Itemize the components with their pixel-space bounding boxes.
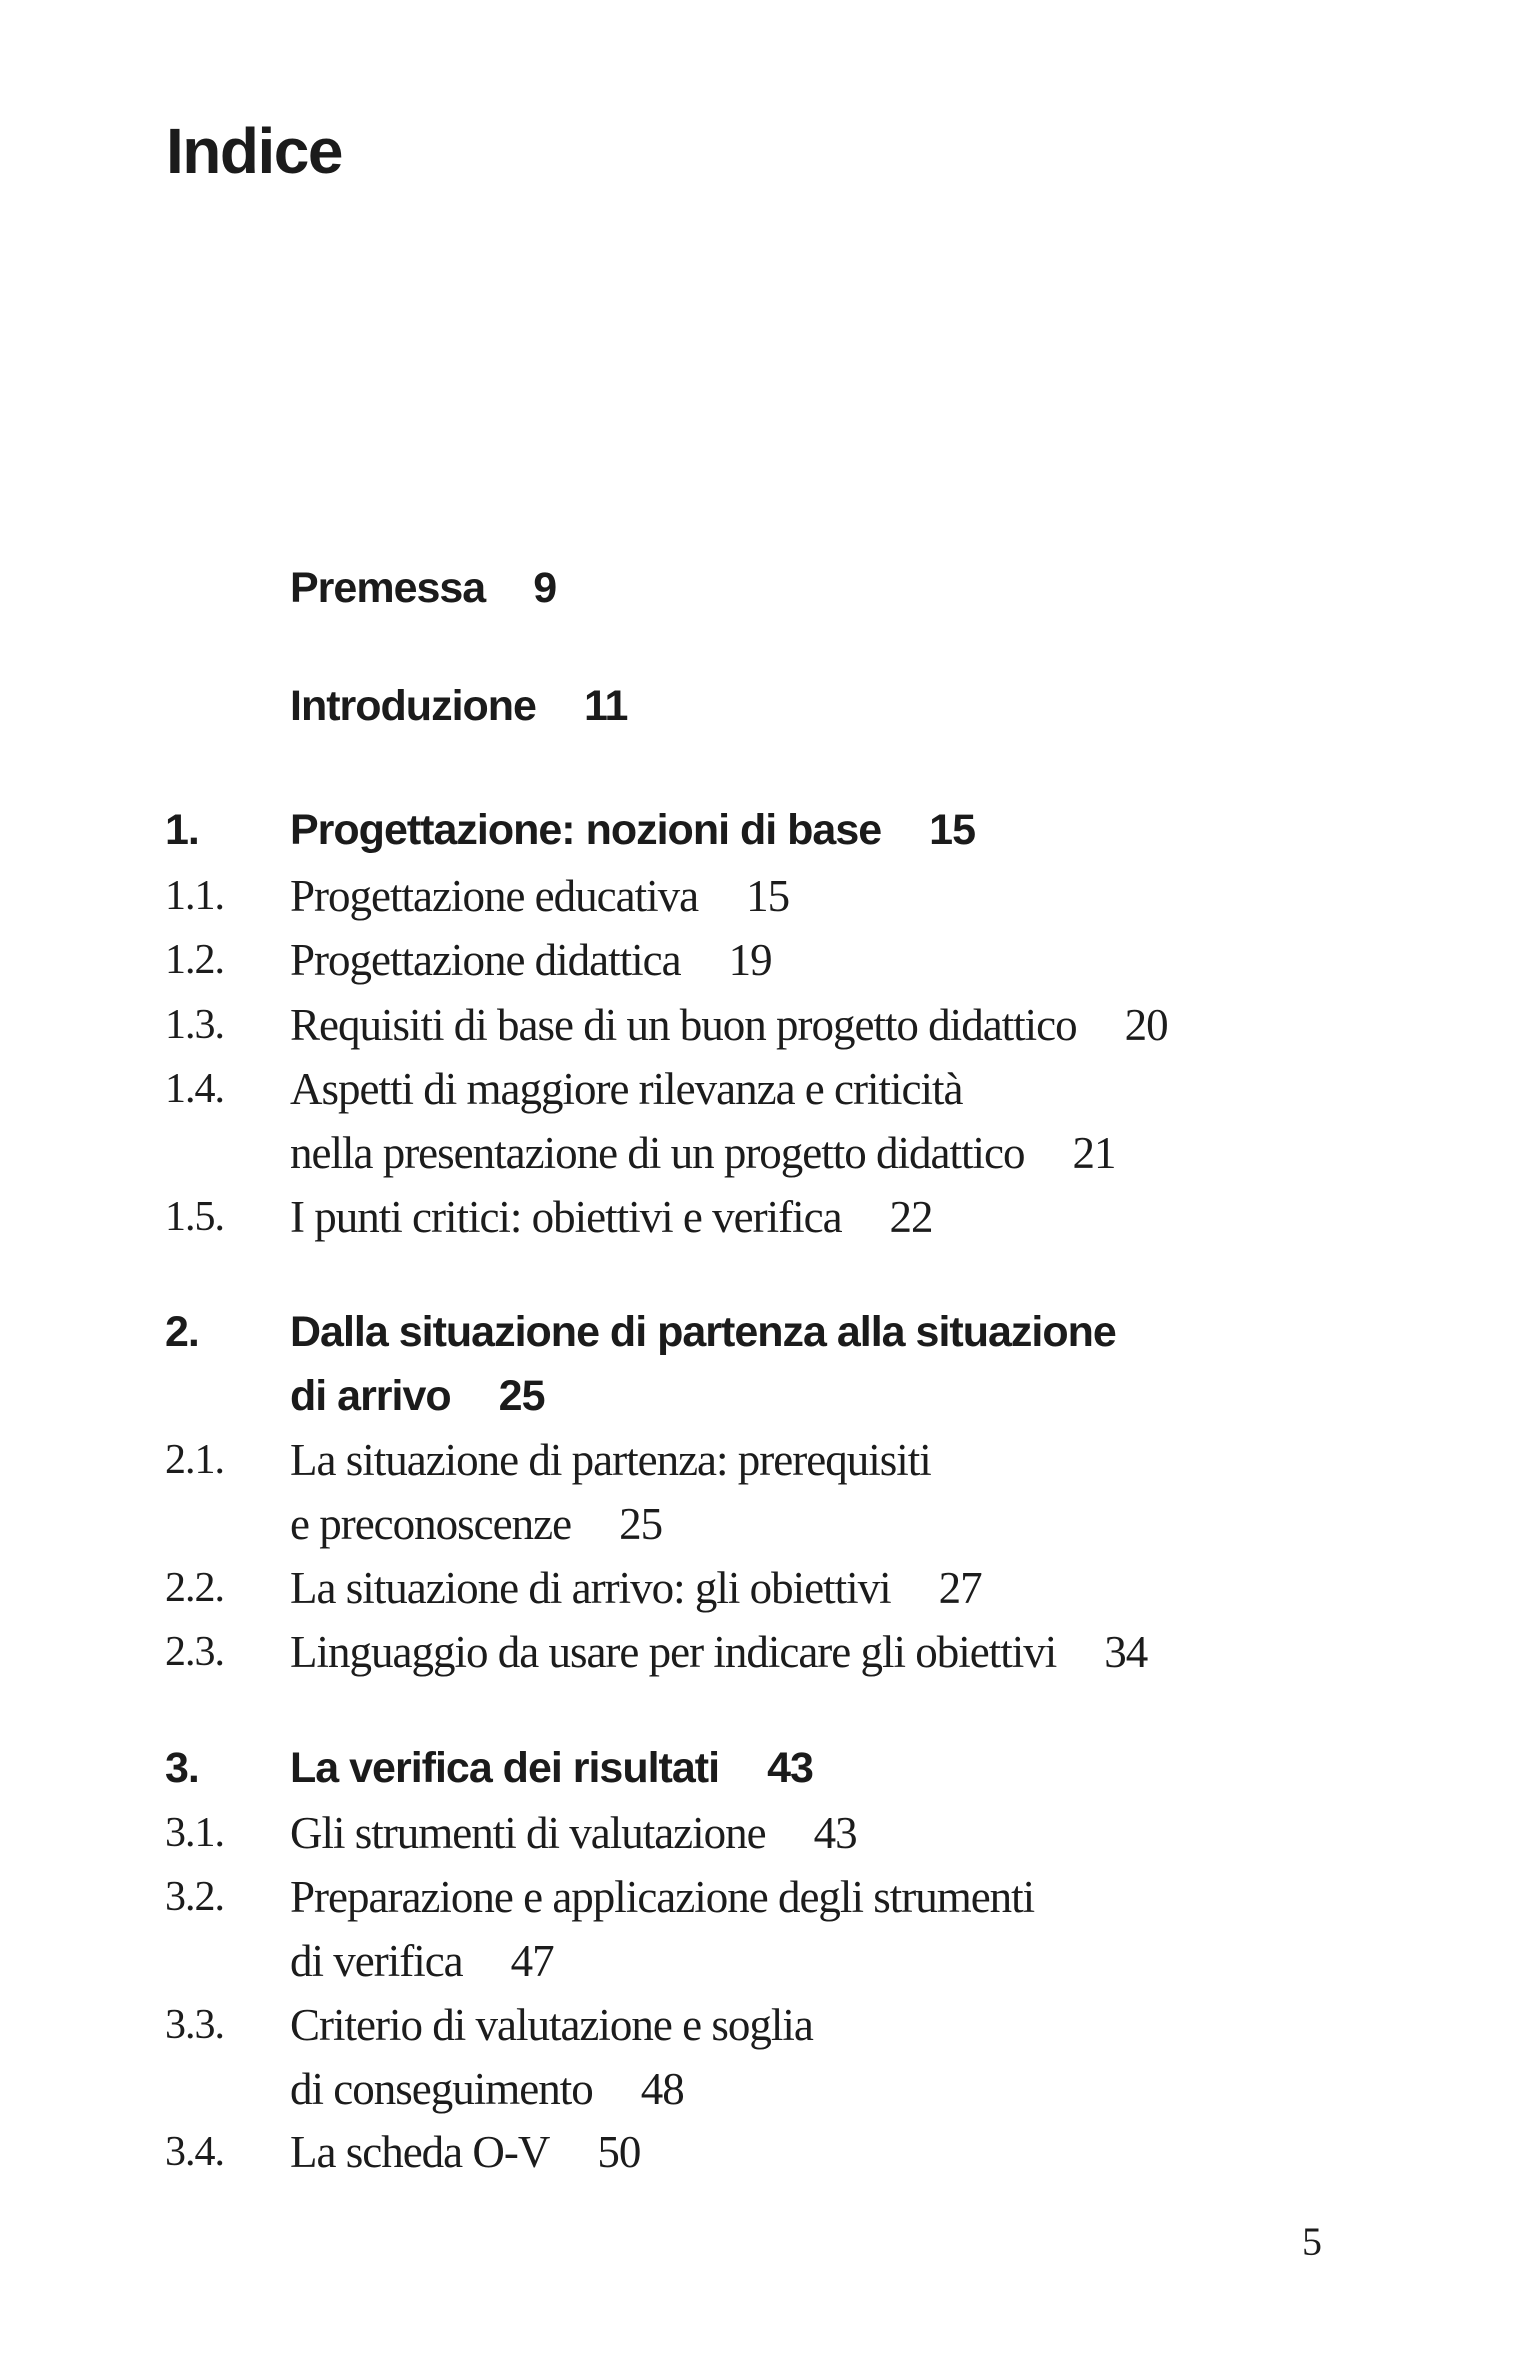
toc-label: I punti critici: obiettivi e verifica xyxy=(290,1192,842,1242)
toc-page-number: 27 xyxy=(938,1563,982,1613)
toc-entry-2-1 xyxy=(165,1428,1496,1556)
toc-section-number: 3. xyxy=(165,1744,199,1792)
toc-label: Progettazione: nozioni di base xyxy=(290,806,882,854)
toc-label-line-1: La situazione di partenza: prerequisiti xyxy=(290,1435,931,1485)
toc-entry-number: 2.1. xyxy=(165,1437,224,1483)
toc-page-number: 15 xyxy=(929,806,975,854)
toc-entry-number: 3.1. xyxy=(165,1810,224,1856)
toc-page-number: 25 xyxy=(498,1372,545,1420)
toc-label-line-2: di conseguimento xyxy=(290,2064,593,2114)
toc-section-number: 2. xyxy=(165,1308,199,1356)
toc-page-number: 15 xyxy=(746,871,790,921)
toc-entry-number: 1.1. xyxy=(165,873,224,919)
toc-entry-number: 1.2. xyxy=(165,937,224,983)
toc-page-number: 22 xyxy=(889,1192,933,1242)
toc-page-number: 20 xyxy=(1124,1000,1168,1050)
toc-label-line-2: di arrivo xyxy=(290,1372,451,1420)
toc-label-line-2: e preconoscenze xyxy=(290,1499,572,1549)
toc-entry-1-3 xyxy=(165,993,1496,1057)
toc-page-number: 9 xyxy=(533,564,557,612)
toc-entry-3-1 xyxy=(165,1801,1496,1865)
toc-section-1-heading xyxy=(165,798,1496,862)
toc-entry-3-4 xyxy=(165,2120,1496,2184)
toc-label: Linguaggio da usare per indicare gli obiettivi xyxy=(290,1627,1057,1677)
toc-label-line-1: Aspetti di maggiore rilevanza e criticità xyxy=(290,1064,963,1114)
toc-label-line-1: Preparazione e applicazione degli strumenti xyxy=(290,1872,1035,1922)
toc-page-number: 21 xyxy=(1072,1128,1116,1178)
toc-section-2-heading xyxy=(165,1300,1496,1428)
toc-entry-1-5 xyxy=(165,1185,1496,1249)
toc-label-line-2: nella presentazione di un progetto didattico xyxy=(290,1128,1025,1178)
toc-page-number: 47 xyxy=(510,1936,554,1986)
toc-section-3-heading xyxy=(165,1736,1496,1800)
toc-entry-1-2 xyxy=(165,928,1496,992)
toc-label: Gli strumenti di valutazione xyxy=(290,1808,766,1858)
toc-entry-number: 1.4. xyxy=(165,1066,224,1112)
toc-label: La scheda O-V xyxy=(290,2127,550,2177)
toc-label-line-1: Dalla situazione di partenza alla situazione xyxy=(290,1308,1116,1356)
toc-entry-number: 3.2. xyxy=(165,1874,224,1920)
toc-page-number: 34 xyxy=(1104,1627,1148,1677)
toc-entry-number: 1.3. xyxy=(165,1002,224,1048)
toc-entry-3-3 xyxy=(165,1993,1496,2121)
toc-entry-2-2 xyxy=(165,1556,1496,1620)
toc-entry-1-1 xyxy=(165,864,1496,928)
toc-entry-2-3 xyxy=(165,1620,1496,1684)
toc-entry-introduzione xyxy=(165,674,1496,738)
toc-page-number: 19 xyxy=(728,935,772,985)
toc-entry-number: 2.2. xyxy=(165,1565,224,1611)
toc-label: Progettazione educativa xyxy=(290,871,699,921)
toc-label: Premessa xyxy=(290,564,486,612)
toc-entry-number: 3.3. xyxy=(165,2002,224,2048)
page-folio: 5 xyxy=(1302,2219,1322,2264)
toc-label: Requisiti di base di un buon progetto didattico xyxy=(290,1000,1077,1050)
toc-entry-number: 3.4. xyxy=(165,2129,224,2175)
page-title: Indice xyxy=(166,115,342,187)
toc-label: Introduzione xyxy=(290,682,536,730)
toc-entry-1-4 xyxy=(165,1057,1496,1185)
toc-entry-number: 2.3. xyxy=(165,1629,224,1675)
toc-page-number: 11 xyxy=(583,682,628,730)
toc-entry-3-2 xyxy=(165,1865,1496,1993)
toc-label: Progettazione didattica xyxy=(290,935,681,985)
toc-page-number: 25 xyxy=(619,1499,663,1549)
toc-label-line-2: di verifica xyxy=(290,1936,463,1986)
toc-label: La verifica dei risultati xyxy=(290,1744,720,1792)
toc-page-number: 48 xyxy=(640,2064,684,2114)
toc-entry-number: 1.5. xyxy=(165,1194,224,1240)
toc-page-number: 50 xyxy=(597,2127,641,2177)
toc-label-line-1: Criterio di valutazione e soglia xyxy=(290,2000,813,2050)
toc-page-number: 43 xyxy=(813,1808,857,1858)
toc-label: La situazione di arrivo: gli obiettivi xyxy=(290,1563,891,1613)
toc-page-number: 43 xyxy=(767,1744,813,1792)
toc-section-number: 1. xyxy=(165,806,199,854)
toc-entry-premessa xyxy=(165,556,1496,620)
